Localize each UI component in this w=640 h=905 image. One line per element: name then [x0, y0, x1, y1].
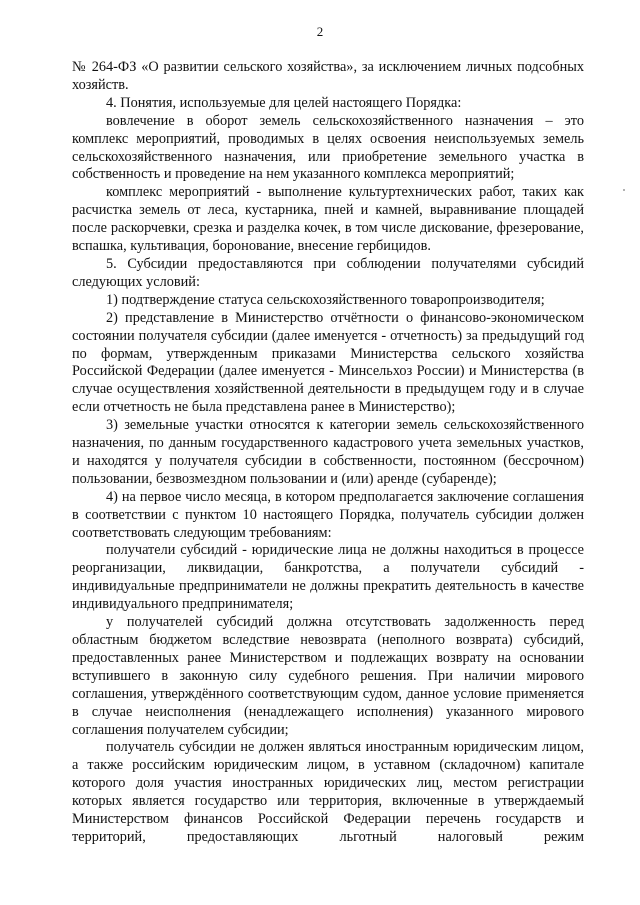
document-body — [72, 59, 584, 847]
paragraph-requirement-debt: у получателей субсидий должна отсутствовать задолженность перед областным бюджетом вследствие невозврата (неполного возврата) субсидий, предоставленных ранее Министерством и подлежащих возврату на основании вступившего в законную силу судебного решения. При наличии мирового соглашения, утверждённого соответствующим судом, данное условие применяется в случае неисполнения (ненадлежащего исполнения) указанного мирового соглашения получателем субсидии; — [72, 614, 584, 738]
paragraph-definition-involvement: вовлечение в оборот земель сельскохозяйственного назначения – это комплекс мероприятий, проводимых в целях освоения неиспользуемых земель сельскохозяйственного назначения, или приобретение земельного участка в собственность и проведение на нем указанного комплекса мероприятий; — [72, 112, 584, 183]
scan-mark — [623, 189, 625, 191]
paragraph-condition-2: 2) представление в Министерство отчётности о финансово-экономическом состоянии получателя субсидии (далее именуется - отчетность) за предыдущий год по формам, утвержденным приказами Министерства сельского хозяйства Российской Федерации (далее именуется - Минсельхоз России) и Министерства (в случае осуществления хозяйственной деятельности в предыдущем году и в случае если отчетность не была представлена ранее в Министерство); — [72, 309, 584, 416]
paragraph-requirement-reorganization: получатели субсидий - юридические лица не должны находиться в процессе реорганизации, ликвидации, банкротства, а получатели субсидий - индивидуальные предприниматели не должны прекратить деятельность в качестве индивидуального предпринимателя; — [72, 542, 584, 613]
paragraph-item-5: 5. Субсидии предоставляются при соблюдении получателями субсидий следующих условий: — [72, 255, 584, 290]
paragraph-item-4: 4. Понятия, используемые для целей настоящего Порядка: — [106, 94, 462, 111]
page-number: 2 — [316, 24, 324, 39]
paragraph-condition-1: 1) подтверждение статуса сельскохозяйственного товаропроизводителя; — [106, 291, 545, 308]
paragraph-requirement-foreign: получатель субсидии не должен являться иностранным юридическим лицом, а также российским юридическим лицом, в уставном (складочном) капитале которого доля участия иностранных юридических лиц, местом регистрации которых является государство или территория, включенные в утверждаемый Министерством финансов Российской Федерации перечень государств и территорий, предоставляющих льготный налоговый режим — [72, 739, 584, 845]
paragraph-continuation: № 264-ФЗ «О развитии сельского хозяйства», за исключением личных подсобных хозяйств. — [72, 59, 584, 93]
paragraph-condition-3: 3) земельные участки относятся к категории земель сельскохозяйственного назначения, по данным государственного кадастрового учета земельных участков, и находятся у получателя субсидии в собственности, постоянном (бессрочном) пользовании, безвозмездном пользовании и (или) аренде (субаренде); — [72, 417, 584, 487]
paragraph-condition-4: 4) на первое число месяца, в котором предполагается заключение соглашения в соответствии с пунктом 10 настоящего Порядка, получатель субсидии должен соответствовать следующим требованиям: — [72, 488, 584, 541]
paragraph-definition-measures: комплекс мероприятий - выполнение культуртехнических работ, таких как расчистка земель от леса, кустарника, пней и камней, выравнивание площадей после раскорчевки, срезка и разделка кочек, в том числе дискование, фрезерование, вспашка, культивация, боронование, внесение гербицидов. — [72, 184, 584, 255]
